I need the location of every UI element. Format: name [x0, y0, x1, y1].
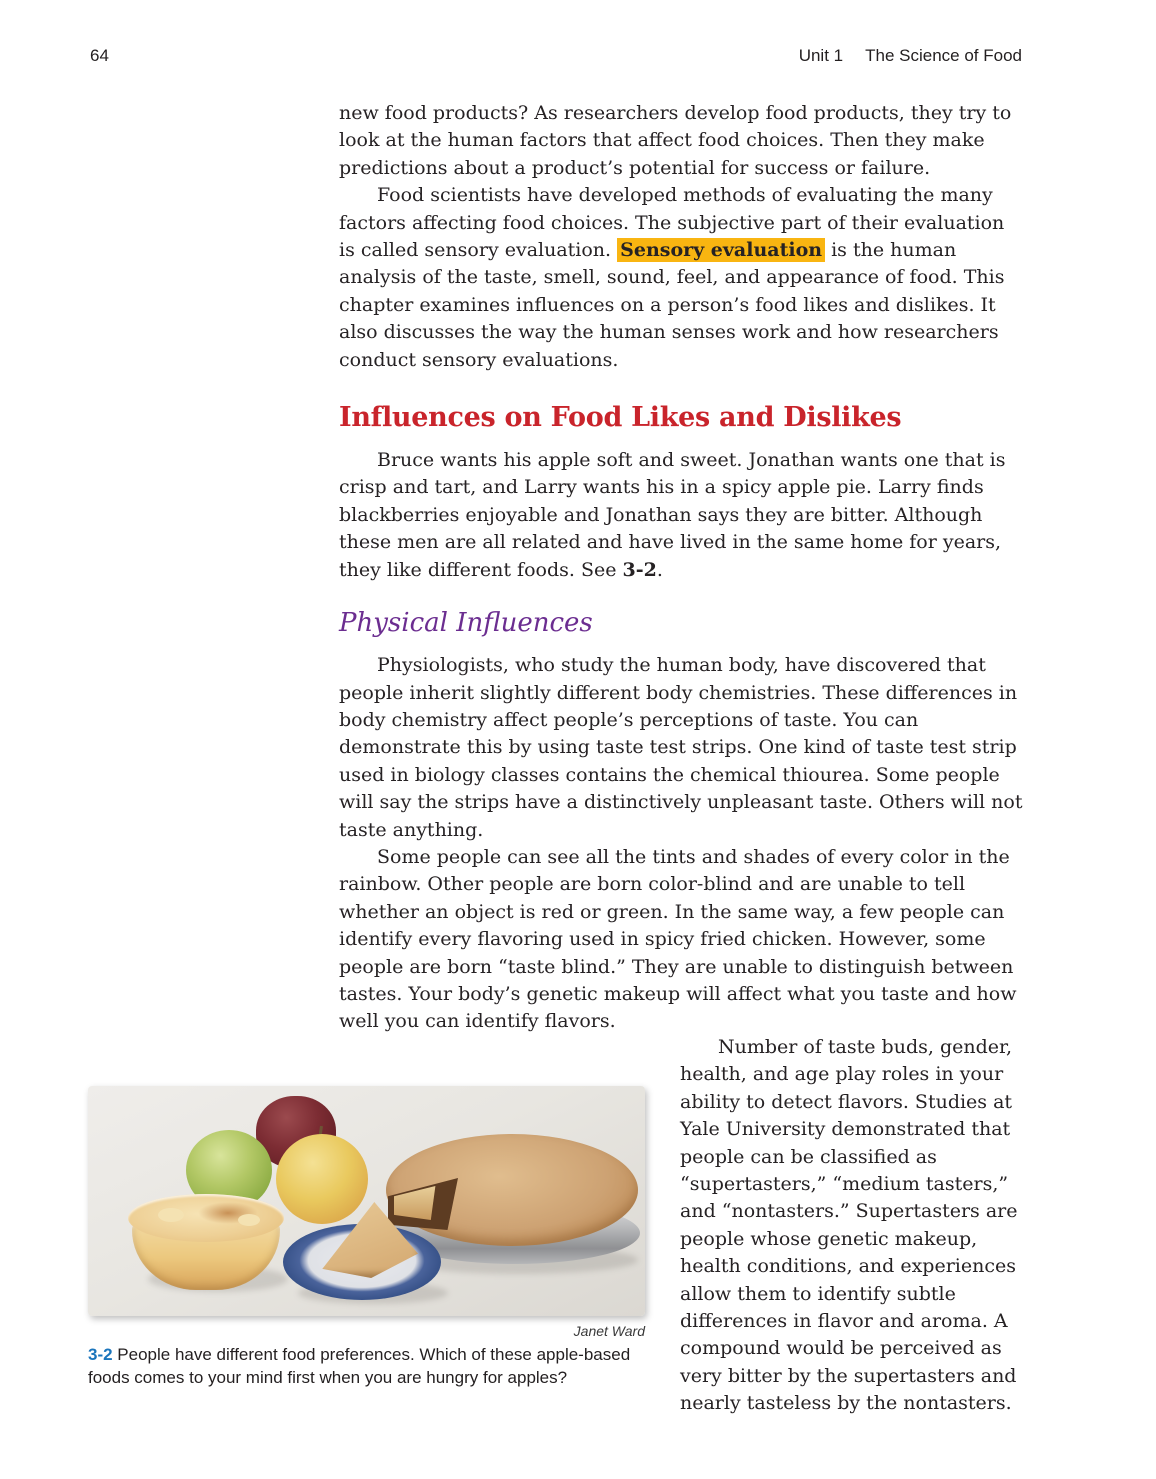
physiologists-paragraph: Physiologists, who study the human body, have discovered that people inherit slightly different body chemistries. These differences in body chemistry affect people’s perceptions of taste. You can demonstrate this by using taste test strips. One kind of taste test strip used in biology classes contains the chemical thiourea. Some people will say the strips have a distinctively unpleasant taste. Others will not taste anything. — [339, 654, 1023, 841]
figure-photo — [88, 1086, 645, 1316]
applesauce-chunk — [158, 1208, 184, 1222]
paragraph-text: Bruce wants his apple soft and sweet. Jonathan wants one that is crisp and tart, and Larry wants his in a spicy apple pie. Larry finds blackberries enjoyable and Jonathan says they are bitter. Although these men are all related and have lived in the same home for years, they like different foods. See — [339, 449, 1006, 581]
running-head-title — [777, 46, 1022, 66]
figure-and-wrap-row — [88, 1034, 1022, 1418]
highlighted-term: Sensory evaluation — [617, 238, 825, 262]
paragraph-text: is the human analysis of the taste, smell, sound, feel, and appearance of food. This chapter examines influences on a person’s food likes and dislikes. It also discusses the way the human senses work and how researchers conduct sensory evaluations. — [339, 239, 1005, 371]
likes-dislikes-paragraph — [339, 447, 1025, 584]
applesauce-chunk — [238, 1214, 260, 1226]
photo-credit: Janet Ward — [573, 1323, 645, 1339]
sensory-evaluation-paragraph — [339, 182, 1025, 374]
taste-buds-paragraph: Number of taste buds, gender, health, and age play roles in your ability to detect flavors. Studies at Yale University demonstrated that people can be classified as “supertasters,” “medium tasters,” and “nontasters.” Supertasters are people whose genetic makeup, health conditions, and experiences allow them to identify subtle differences in flavor and aroma. A compound would be perceived as very bitter by the supertasters and nearly tasteless by the nontasters. — [680, 1036, 1018, 1415]
paragraph-text: Food scientists have developed methods of evaluating the many factors affecting food choices. The subjective part of their evaluation is called sensory evaluation. — [339, 184, 1005, 262]
figure-caption-text: People have different food preferences. Which of these apple-based foods comes to your mind first when you are hungry for apples? — [88, 1345, 631, 1387]
wrapped-text-column — [680, 1034, 1022, 1418]
page-number: 64 — [90, 46, 109, 65]
figure-reference: 3-2 — [622, 558, 657, 581]
running-head — [90, 46, 1022, 66]
figure-3-2 — [88, 1034, 645, 1389]
main-text-column — [339, 100, 1025, 1036]
running-head-book-section: The Science of Food — [865, 46, 1022, 65]
intro-paragraph-continued: new food products? As researchers develop food products, they try to look at the human factors that affect food choices. Then they make predictions about a product’s potential for success or failure. — [339, 102, 1012, 179]
section-heading-influences: Influences on Food Likes and Dislikes — [339, 402, 902, 434]
running-head-unit: Unit 1 — [798, 46, 844, 65]
paragraph-text: . — [656, 558, 663, 581]
yellow-apple — [276, 1134, 368, 1224]
subsection-heading-physical: Physical Influences — [339, 608, 593, 639]
figure-caption-label: 3-2 — [88, 1345, 113, 1364]
color-blind-paragraph: Some people can see all the tints and shades of every color in the rainbow. Other people are born color-blind and are unable to tell whether an object is red or green. In the same way, a few people can identify every flavoring used in spicy fried chicken. However, some people are born “taste blind.” They are unable to distinguish between tastes. Your body’s genetic makeup will affect what you taste and how well you can identify flavors. — [339, 845, 1017, 1033]
figure-caption — [88, 1343, 645, 1389]
